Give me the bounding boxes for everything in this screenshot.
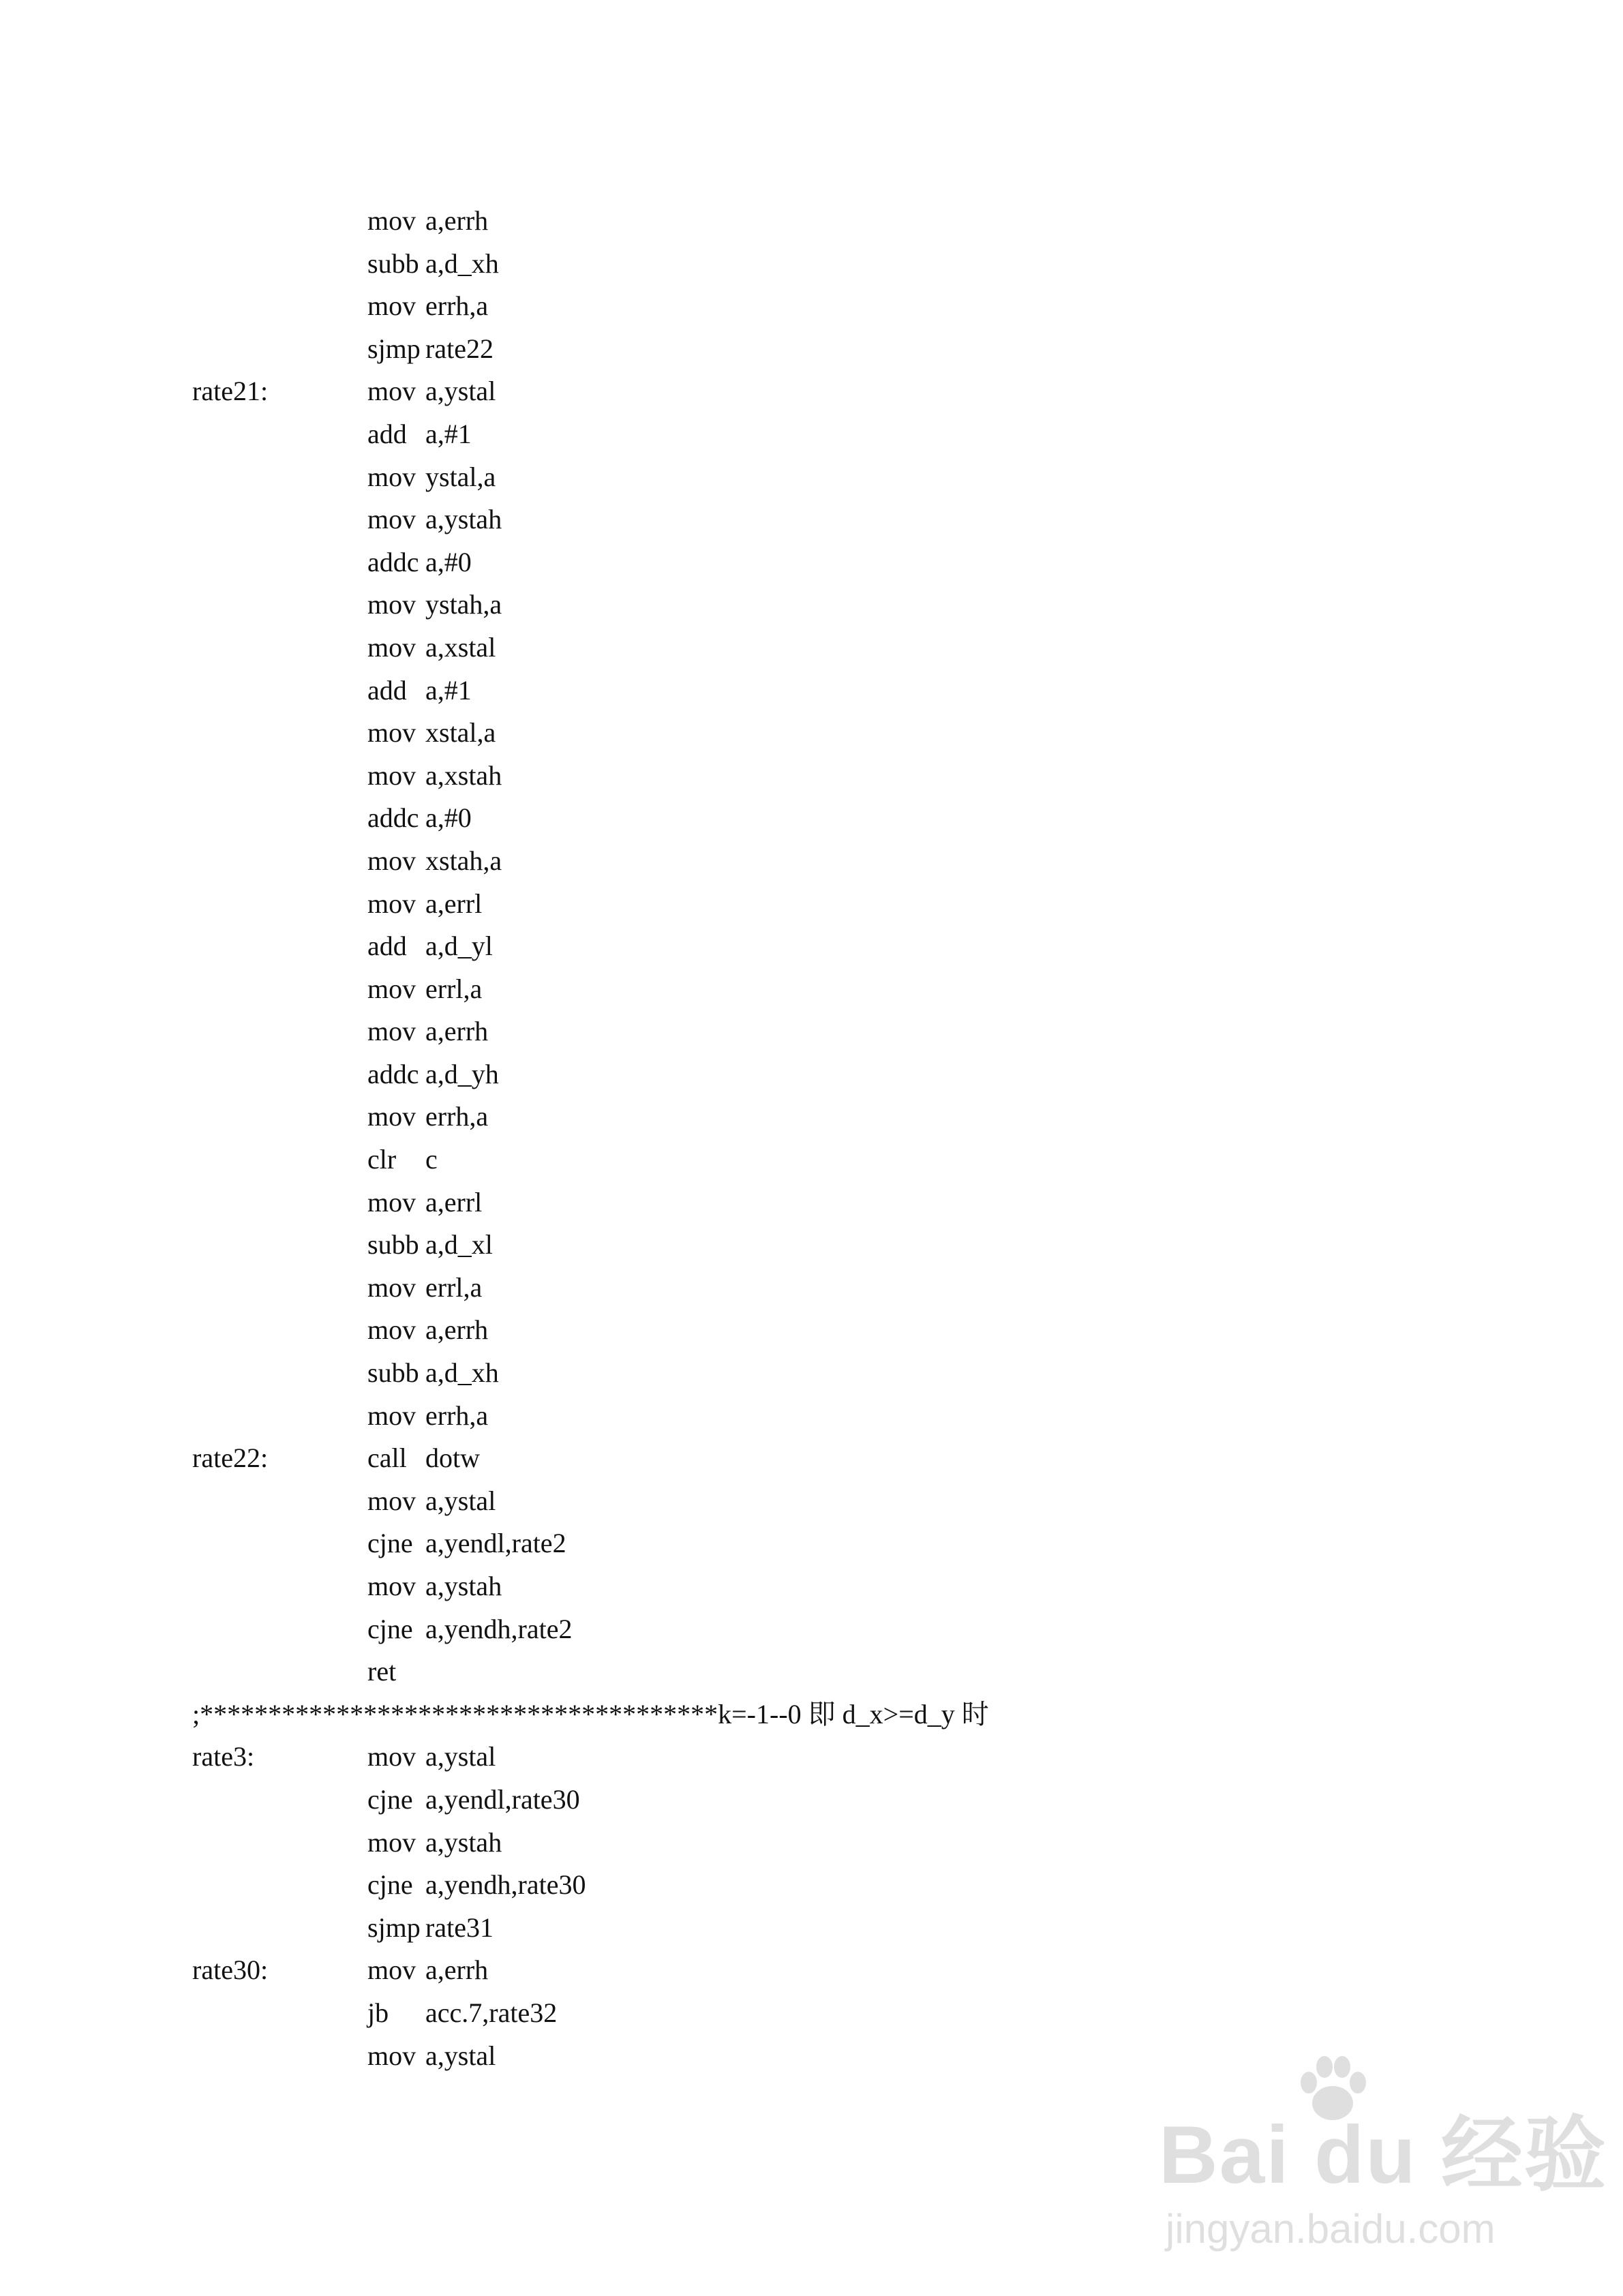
- code-mnemonic: mov: [367, 973, 416, 1004]
- code-mnemonic: cjne: [367, 1783, 413, 1815]
- code-line: [192, 1437, 1487, 1480]
- code-line: [192, 1522, 1487, 1565]
- code-mnemonic: jb: [367, 1997, 389, 2028]
- code-mnemonic: sjmp: [367, 333, 421, 364]
- code-mnemonic: mov: [367, 2040, 416, 2071]
- code-line: [192, 285, 1487, 328]
- code-mnemonic: add: [367, 931, 407, 962]
- code-operand: a,ystah: [425, 504, 502, 535]
- code-operand: a,errh: [425, 1016, 489, 1047]
- code-operand: xstah,a: [425, 845, 502, 876]
- code-line: [192, 1779, 1487, 1822]
- code-mnemonic: mov: [367, 1271, 416, 1303]
- code-mnemonic: mov: [367, 1016, 416, 1047]
- code-line: [192, 1096, 1487, 1138]
- code-operand: rate31: [425, 1912, 494, 1943]
- code-operand: rate22: [425, 333, 494, 364]
- code-operand: a,d_yh: [425, 1058, 499, 1089]
- code-line: [192, 1693, 1487, 1736]
- code-mnemonic: cjne: [367, 1613, 413, 1644]
- code-operand: errh,a: [425, 1400, 489, 1431]
- code-mnemonic: cjne: [367, 1528, 413, 1559]
- code-mnemonic: addc: [367, 802, 419, 834]
- code-line: [192, 626, 1487, 669]
- code-mnemonic: ret: [367, 1656, 397, 1687]
- assembly-code-listing: [192, 200, 1487, 2077]
- code-operand: a,#1: [425, 674, 472, 706]
- code-mnemonic: mov: [367, 504, 416, 535]
- code-line: [192, 1395, 1487, 1438]
- code-operand: a,yendh,rate30: [425, 1869, 586, 1901]
- code-line: [192, 1650, 1487, 1693]
- code-mnemonic: mov: [367, 1741, 416, 1772]
- baidu-jingyan-watermark: [1152, 2059, 1608, 2256]
- code-mnemonic: mov: [367, 1101, 416, 1132]
- code-mnemonic: cjne: [367, 1869, 413, 1901]
- code-line: [192, 456, 1487, 499]
- code-mnemonic: mov: [367, 205, 416, 236]
- code-line: [192, 968, 1487, 1011]
- code-label: rate21:: [192, 376, 269, 407]
- code-line: [192, 1138, 1487, 1181]
- code-operand: errh,a: [425, 290, 489, 322]
- code-operand: a,errh: [425, 1954, 489, 1986]
- code-mnemonic: addc: [367, 546, 419, 577]
- code-mnemonic: mov: [367, 631, 416, 663]
- code-line: [192, 883, 1487, 926]
- code-operand: a,errl: [425, 1186, 483, 1218]
- code-line: [192, 925, 1487, 968]
- code-operand: acc.7,rate32: [425, 1997, 558, 2028]
- watermark-url: jingyan.baidu.com: [1166, 2206, 1496, 2252]
- code-mnemonic: mov: [367, 1186, 416, 1218]
- code-mnemonic: mov: [367, 1400, 416, 1431]
- code-line: [192, 1907, 1487, 1950]
- code-line: [192, 1181, 1487, 1224]
- code-operand: a,d_xh: [425, 247, 499, 279]
- code-mnemonic: mov: [367, 845, 416, 876]
- code-operand: a,xstah: [425, 759, 502, 791]
- code-line: [192, 584, 1487, 626]
- code-mnemonic: mov: [367, 1571, 416, 1601]
- code-operand: a,ystal: [425, 1741, 496, 1772]
- code-mnemonic: clr: [367, 1144, 397, 1175]
- code-operand: errh,a: [425, 1101, 489, 1132]
- code-mnemonic: mov: [367, 1954, 416, 1986]
- code-line: [192, 370, 1487, 413]
- code-operand: a,yendl,rate2: [425, 1528, 566, 1559]
- code-line: [192, 328, 1487, 371]
- code-operand: a,#1: [425, 418, 472, 449]
- code-line: [192, 1053, 1487, 1096]
- code-operand: dotw: [425, 1442, 480, 1474]
- code-operand: a,ystah: [425, 1571, 502, 1601]
- code-mnemonic: mov: [367, 759, 416, 791]
- code-mnemonic: call: [367, 1442, 407, 1474]
- code-operand: a,#0: [425, 546, 472, 577]
- code-mnemonic: add: [367, 418, 407, 449]
- code-mnemonic: mov: [367, 589, 416, 620]
- code-operand: ystah,a: [425, 589, 502, 620]
- code-operand: a,ystal: [425, 376, 496, 407]
- code-comment: ;**************************************k=-1--0 即 d_x>=d_y 时: [192, 1698, 989, 1729]
- code-line: [192, 1864, 1487, 1907]
- code-operand: errl,a: [425, 973, 483, 1004]
- code-line: [192, 200, 1487, 243]
- code-line: [192, 797, 1487, 840]
- code-line: [192, 1480, 1487, 1523]
- code-mnemonic: mov: [367, 376, 416, 407]
- code-line: [192, 1352, 1487, 1395]
- code-line: [192, 1010, 1487, 1053]
- code-operand: a,ystal: [425, 1485, 496, 1516]
- code-mnemonic: mov: [367, 1314, 416, 1346]
- code-line: [192, 755, 1487, 798]
- code-label: rate22:: [192, 1442, 269, 1474]
- code-line: [192, 1267, 1487, 1310]
- code-mnemonic: add: [367, 674, 407, 706]
- code-line: [192, 498, 1487, 541]
- code-line: [192, 413, 1487, 456]
- code-mnemonic: subb: [367, 1229, 419, 1260]
- code-operand: a,errl: [425, 888, 483, 919]
- code-operand: a,errh: [425, 1314, 489, 1346]
- code-operand: a,errh: [425, 205, 489, 236]
- code-operand: a,yendh,rate2: [425, 1613, 573, 1644]
- code-line: [192, 1224, 1487, 1267]
- code-operand: a,d_xh: [425, 1357, 499, 1389]
- code-mnemonic: subb: [367, 1357, 419, 1389]
- code-line: [192, 840, 1487, 883]
- code-mnemonic: mov: [367, 461, 416, 492]
- code-label: rate3:: [192, 1741, 255, 1772]
- code-line: [192, 1309, 1487, 1352]
- code-mnemonic: mov: [367, 888, 416, 919]
- code-operand: a,#0: [425, 802, 472, 834]
- code-operand: a,xstal: [425, 631, 496, 663]
- code-mnemonic: addc: [367, 1058, 419, 1089]
- code-mnemonic: mov: [367, 1826, 416, 1858]
- code-line: [192, 1736, 1487, 1779]
- watermark-brand: Bai du 经验: [1159, 2109, 1608, 2201]
- code-operand: xstal,a: [425, 717, 496, 749]
- code-operand: a,ystal: [425, 2040, 496, 2071]
- code-mnemonic: mov: [367, 717, 416, 749]
- code-line: [192, 669, 1487, 712]
- code-line: [192, 712, 1487, 755]
- code-mnemonic: mov: [367, 290, 416, 322]
- code-line: [192, 1992, 1487, 2035]
- code-line: [192, 1565, 1487, 1608]
- code-line: [192, 1949, 1487, 1992]
- code-operand: a,ystah: [425, 1826, 502, 1858]
- code-operand: c: [425, 1144, 438, 1175]
- code-mnemonic: subb: [367, 247, 419, 279]
- code-operand: ystal,a: [425, 461, 496, 492]
- code-line: [192, 541, 1487, 584]
- code-line: [192, 1822, 1487, 1864]
- code-operand: a,d_xl: [425, 1229, 493, 1260]
- code-line: [192, 243, 1487, 286]
- code-operand: a,yendl,rate30: [425, 1783, 580, 1815]
- code-label: rate30:: [192, 1954, 269, 1986]
- code-mnemonic: sjmp: [367, 1912, 421, 1943]
- code-operand: errl,a: [425, 1271, 483, 1303]
- code-mnemonic: mov: [367, 1485, 416, 1516]
- code-line: [192, 1608, 1487, 1651]
- code-operand: a,d_yl: [425, 931, 493, 962]
